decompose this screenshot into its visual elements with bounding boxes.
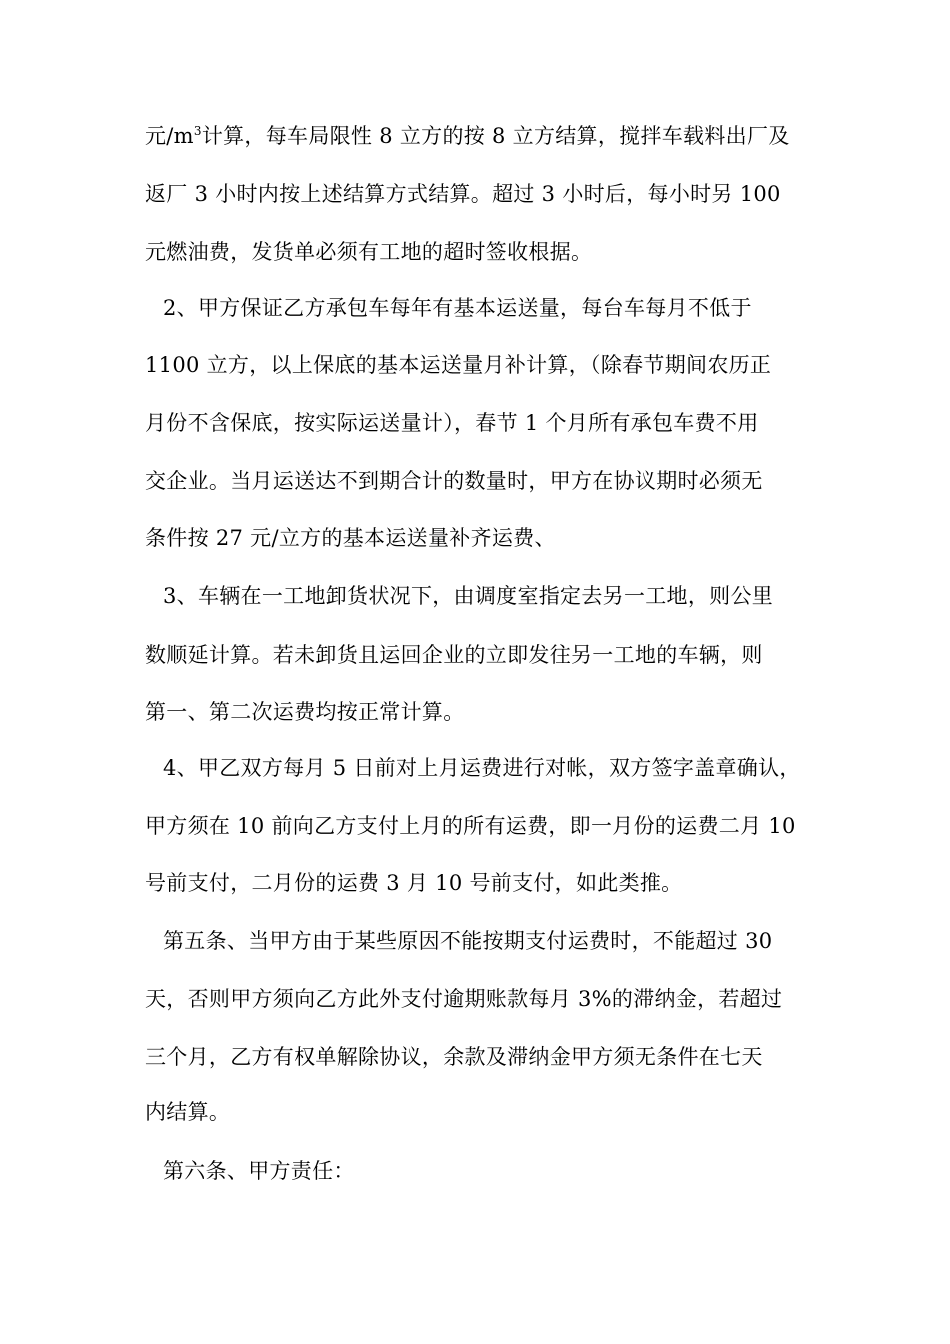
paragraph-line bbox=[145, 121, 790, 151]
paragraph-line: 第五条、当甲方由于某些原因不能按期支付运费时，不能超过 30 bbox=[163, 929, 773, 953]
section-heading: 第六条、甲方责任： bbox=[163, 1159, 355, 1183]
paragraph-line: 返厂 3 小时内按上述结算方式结算。超过 3 小时后，每小时另 100 bbox=[145, 182, 781, 206]
paragraph-line: 甲方须在 10 前向乙方支付上月的所有运费，即一月份的运费二月 10 bbox=[145, 814, 796, 838]
paragraph-line: 元燃油费，发货单必须有工地的超时签收根据。 bbox=[145, 240, 593, 264]
superscript: 3 bbox=[193, 124, 202, 138]
paragraph-line: 号前支付，二月份的运费 3 月 10 号前支付，如此类推。 bbox=[145, 871, 683, 895]
paragraph-line: 内结算。 bbox=[145, 1100, 231, 1124]
paragraph-line: 条件按 27 元/立方的基本运送量补齐运费、 bbox=[145, 526, 556, 550]
paragraph-line: 4、甲乙双方每月 5 日前对上月运费进行对帐，双方签字盖章确认， bbox=[163, 756, 801, 780]
paragraph-line: 三个月，乙方有权单解除协议，余款及滞纳金甲方须无条件在七天 bbox=[145, 1045, 763, 1069]
paragraph-line: 2、甲方保证乙方承包车每年有基本运送量，每台车每月不低于 bbox=[163, 296, 752, 320]
paragraph-line: 1100 立方，以上保底的基本运送量月补计算，（除春节期间农历正 bbox=[145, 353, 772, 377]
paragraph-line: 交企业。当月运送达不到期合计的数量时，甲方在协议期时必须无 bbox=[145, 469, 763, 493]
text-segment: 计算，每车局限性 8 立方的按 8 立方结算，搅拌车载料出厂及 bbox=[201, 124, 790, 148]
text-segment: 元/m bbox=[145, 124, 194, 148]
paragraph-line: 数顺延计算。若未卸货且运回企业的立即发往另一工地的车辆，则 bbox=[145, 643, 763, 667]
paragraph-line: 天，否则甲方须向乙方此外支付逾期账款每月 3%的滞纳金，若超过 bbox=[145, 987, 783, 1011]
paragraph-line: 第一、第二次运费均按正常计算。 bbox=[145, 700, 465, 724]
paragraph-line: 3、车辆在一工地卸货状况下，由调度室指定去另一工地，则公里 bbox=[163, 584, 774, 608]
paragraph-line: 月份不含保底，按实际运送量计），春节 1 个月所有承包车费不用 bbox=[145, 411, 759, 435]
